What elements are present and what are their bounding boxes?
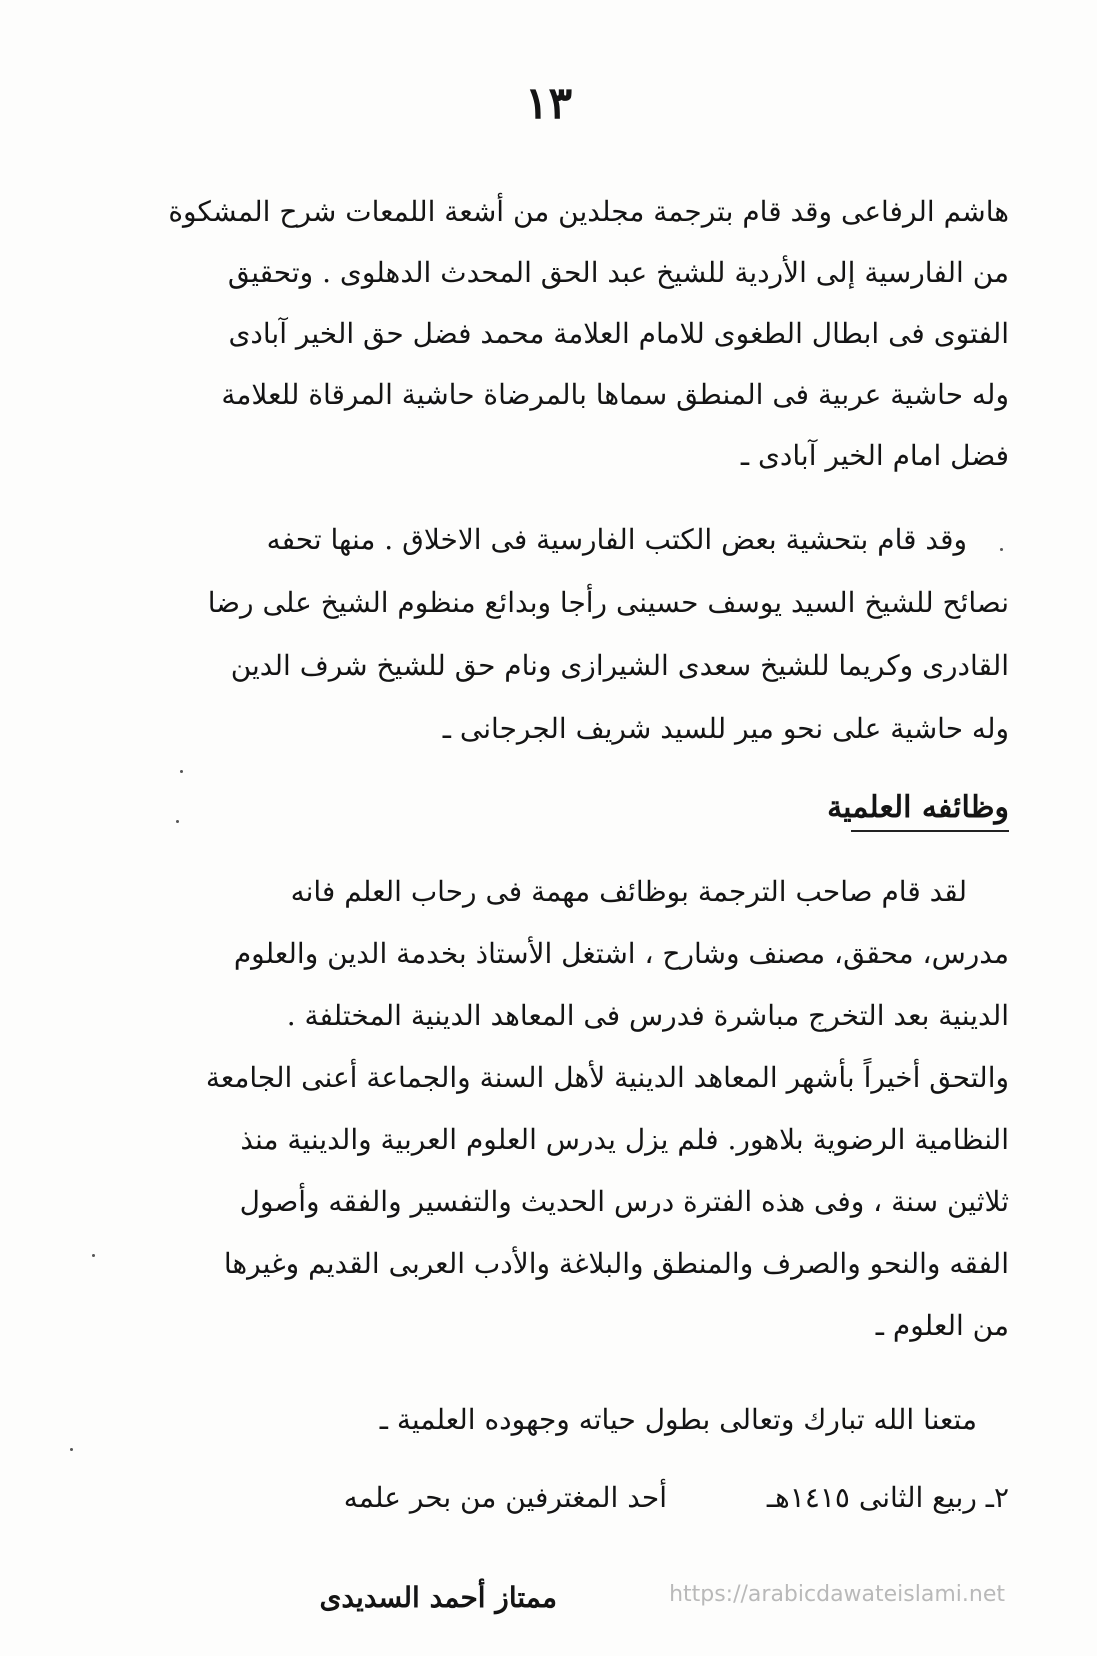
paragraph-3-line-5: النظامیة الرضویة بلاهور. فلم یزل یدرس العلوم العربیة والدینیة منذ [240,1123,1009,1156]
signature-name: ممتاز أحمد السدیدی [319,1581,557,1614]
paragraph-3-line-8: من العلوم ـ [875,1309,1009,1342]
page-number: ١٣ [524,78,573,129]
paragraph-2-line-2: نصائح للشیخ السید یوسف حسینی رأجا وبدائع منظوم الشیخ علی رضا [207,586,1009,619]
scan-speck [180,770,183,773]
paragraph-2-line-3: القادری وکریما للشیخ سعدی الشیرازی ونام حق للشیخ شرف الدین [230,649,1009,682]
paragraph-2-line-4: وله حاشیة علی نحو میر للسید شریف الجرجانی ـ [442,712,1009,745]
paragraph-1-line-3: الفتوی فی ابطال الطغوی للامام العلامة محمد فضل حق الخیر آبادی [228,317,1009,350]
paragraph-1-line-2: من الفارسیة إلی الأردیة للشیخ عبد الحق المحدث الدهلوی . وتحقیق [227,256,1009,289]
paragraph-3-line-7: الفقه والنحو والصرف والمنطق والبلاغة والأدب العربی القدیم وغیرها [223,1247,1009,1280]
section-heading: وظائفه العلمیة [827,790,1009,825]
scan-speck [1000,548,1003,551]
paragraph-1-line-1: هاشم الرفاعی وقد قام بترجمة مجلدین من أشعة اللمعات شرح المشکوة [168,195,1009,228]
watermark-url: https://arabicdawateislami.net [669,1582,1005,1607]
paragraph-3-line-6: ثلاثین سنة ، وفی هذه الفترة درس الحدیث والتفسیر والفقه وأصول [239,1185,1009,1218]
paragraph-1-line-4: وله حاشیة عربیة فی المنطق سماها بالمرضاة حاشیة المرقاة للعلامة [221,378,1009,411]
paragraph-3-line-1: لقد قام صاحب الترجمة بوظائف مهمة فی رحاب العلم فانه [290,875,967,908]
closing-prayer: متعنا الله تبارك وتعالی بطول حیاته وجهوده العلمیة ـ [379,1403,977,1436]
paragraph-3-line-2: مدرس، محقق، مصنف وشارح ، اشتغل الأستاذ بخدمة الدین والعلوم [233,937,1009,970]
scan-speck [176,820,179,823]
heading-underline [851,830,1009,832]
signature-title: أحد المغترفین من بحر علمه [343,1481,667,1514]
date-line: ٢ـ ربیع الثانی ١٤١٥هـ [766,1481,1009,1514]
scan-speck [92,1254,95,1257]
paragraph-2-line-1: وقد قام بتحشیة بعض الکتب الفارسیة فی الاخلاق . منها تحفه [266,523,967,556]
scan-speck [70,1448,73,1451]
paragraph-3-line-3: الدینیة بعد التخرج مباشرة فدرس فی المعاهد الدینیة المختلفة . [286,999,1009,1032]
paragraph-1-line-5: فضل امام الخیر آبادی ـ [740,439,1009,472]
paragraph-3-line-4: والتحق أخیراً بأشهر المعاهد الدینیة لأهل السنة والجماعة أعنی الجامعة [205,1061,1009,1094]
